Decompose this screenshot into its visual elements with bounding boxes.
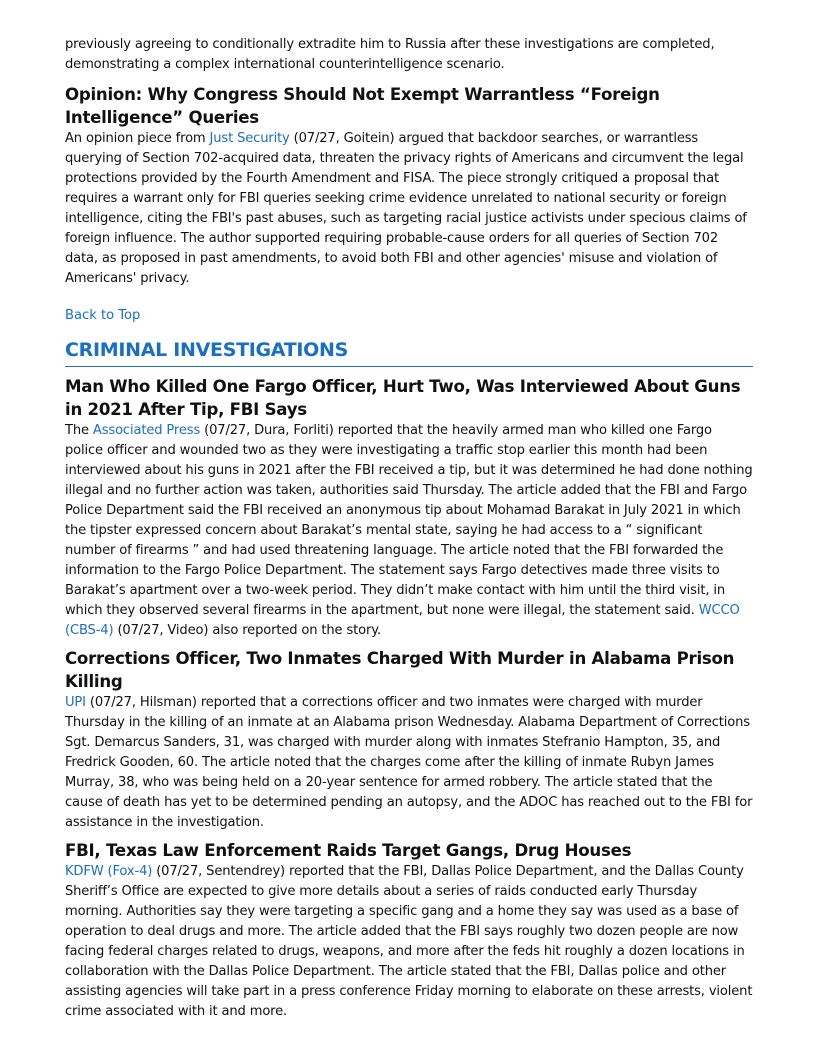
- source-link-just-security[interactable]: Just Security: [209, 131, 290, 146]
- article-title: Corrections Officer, Two Inmates Charged With Murder in Alabama Prison Killing: [65, 649, 735, 691]
- article-title: FBI, Texas Law Enforcement Raids Target Gangs, Drug Houses: [65, 841, 632, 860]
- opinion-lead: An opinion piece from: [65, 131, 210, 146]
- article-body: (07/27, Sentendrey) reported that the FBI, Dallas Police Department, and the Dallas County Sheriff’s Office are expected to give more details about a series of raids conducted early Thursday morning. Authorities say they were targeting a specific gang and a home they say was used as a base of operation to deal drugs and more. The article added that the FBI says roughly two dozen people are now facing federal charges related to drugs, weapons, and more after the feds hit roughly a dozen locations in collaboration with the Dallas Police Department. The article stated that the FBI, Dallas police and other assisting agencies will take part in a press conference Friday morning to elaborate on these arrests, violent crime associated with it and more.: [65, 864, 753, 1019]
- source-link-kdfw[interactable]: KDFW (Fox-4): [65, 864, 153, 879]
- article-body: (07/27, Hilsman) reported that a corrections officer and two inmates were charged with murder Thursday in the killing of an inmate at an Alabama prison Wednesday. Alabama Department of Corrections Sgt. Demarcus Sanders, 31, was charged with murder along with inmates Stefranio Hampton, 35, and Fredrick Gooden, 60. The article noted that the charges come after the killing of inmate Rubyn James Murray, 38, who was being held on a 20-year sentence for armed robbery. The article stated that the cause of death has yet to be determined pending an autopsy, and the ADOC has reached out to the FBI for assistance in the investigation.: [65, 695, 753, 830]
- article-lead: The: [65, 423, 93, 438]
- back-to-top-link[interactable]: Back to Top: [65, 308, 141, 323]
- article-paragraph: [65, 421, 753, 641]
- source-link-upi[interactable]: UPI: [65, 695, 86, 710]
- opinion-body: (07/27, Goitein) argued that backdoor searches, or warrantless querying of Section 702-acquired data, threaten the privacy rights of Americans and circumvent the legal protections provided by the Fourth Amendment and FISA. The piece strongly critiqued a proposal that requires a warrant only for FBI queries seeking crime evidence unrelated to national security or foreign intelligence, citing the FBI's past abuses, such as targeting racial justice activists under specious claims of foreign influence. The author supported requiring probable-cause orders for all queries of Section 702 data, as proposed in past amendments, to avoid both FBI and other agencies' misuse and violation of Americans' privacy.: [65, 131, 747, 286]
- article-paragraph: [65, 693, 753, 833]
- article-body: (07/27, Dura, Forliti) reported that the heavily armed man who killed one Fargo police officer and wounded two as they were investigating a traffic stop earlier this month had been interviewed about his guns in 2021 after the FBI received a tip, but it was determined he had done nothing illegal and no further action was taken, authorities said Thursday. The article added that the FBI and Fargo Police Department said the FBI received an anonymous tip about Mohamad Barakat in July 2021 in which the tipster expressed concern about Barakat’s mental state, saying he had access to a “ significant number of firearms ” and had used threatening language. The article noted that the FBI forwarded the information to the Fargo Police Department. The statement says Fargo detectives made three visits to Barakat’s apartment over a two-week period. They didn’t make contact with him until the third visit, in which they observed several firearms in the apartment, but none were illegal, the statement said.: [65, 423, 753, 618]
- source-link-associated-press[interactable]: Associated Press: [92, 423, 201, 438]
- article-paragraph: [65, 862, 753, 1022]
- opinion-title: Opinion: Why Congress Should Not Exempt Warrantless “Foreign Intelligence” Queries: [65, 85, 660, 127]
- back-to-top-container: [65, 306, 753, 326]
- article-title: Man Who Killed One Fargo Officer, Hurt Two, Was Interviewed About Guns in 2021 After Tip, FBI Says: [65, 377, 741, 419]
- opinion-paragraph: [65, 129, 753, 289]
- article-body-end: (07/27, Video) also reported on the story.: [113, 623, 381, 638]
- document-page: [65, 35, 753, 1022]
- source-link-wcco[interactable]: WCCO (CBS-4): [65, 603, 740, 638]
- section-heading-criminal-investigations: CRIMINAL INVESTIGATIONS: [65, 336, 753, 367]
- intro-paragraph: previously agreeing to conditionally extradite him to Russia after these investigations are completed, demonstrating a complex international counterintelligence scenario.: [65, 37, 715, 72]
